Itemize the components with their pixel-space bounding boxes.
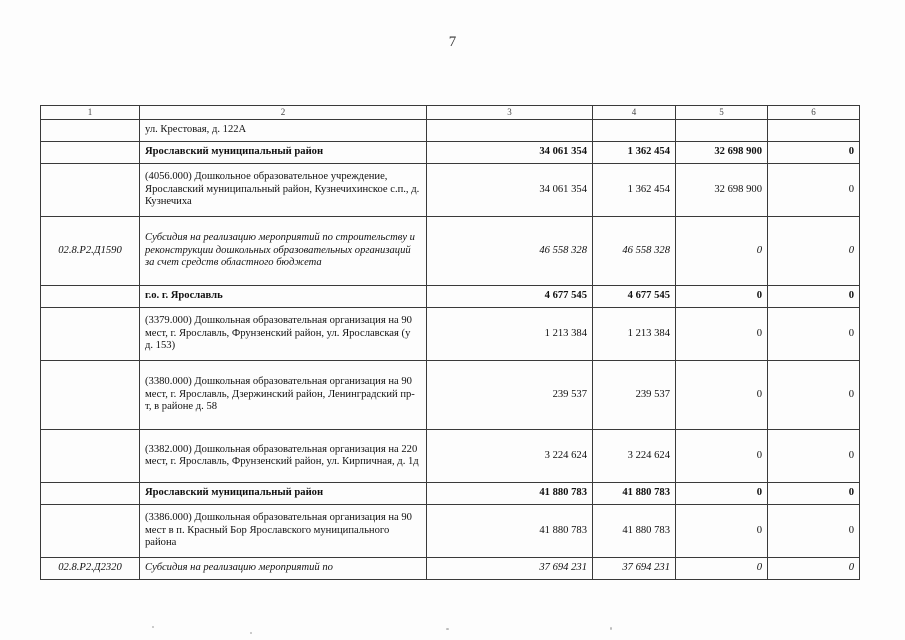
- row-col4: 41 880 783: [593, 483, 676, 505]
- scan-speck: [446, 628, 449, 630]
- column-number-5: 5: [676, 106, 768, 120]
- row-col3: 37 694 231: [427, 558, 593, 580]
- row-code: [41, 164, 140, 217]
- column-number-1: 1: [41, 106, 140, 120]
- row-col6: 0: [768, 483, 860, 505]
- table-header-row: [41, 106, 860, 120]
- row-col6: 0: [768, 142, 860, 164]
- row-col5: 0: [676, 505, 768, 558]
- row-col5: 0: [676, 558, 768, 580]
- row-code: [41, 308, 140, 361]
- row-col3: 41 880 783: [427, 505, 593, 558]
- row-col4: [593, 120, 676, 142]
- row-code: [41, 505, 140, 558]
- row-col4: 239 537: [593, 361, 676, 430]
- row-col5: 0: [676, 308, 768, 361]
- table-row: [41, 505, 860, 558]
- table-row: [41, 361, 860, 430]
- column-number-2: 2: [140, 106, 427, 120]
- scan-speck: [610, 627, 612, 630]
- table-row: [41, 430, 860, 483]
- row-col4: 1 362 454: [593, 142, 676, 164]
- column-number-6: 6: [768, 106, 860, 120]
- row-name: ул. Крестовая, д. 122А: [140, 120, 427, 142]
- row-code: 02.8.Р2.Д1590: [41, 217, 140, 286]
- row-col6: 0: [768, 217, 860, 286]
- row-name: г.о. г. Ярославль: [140, 286, 427, 308]
- row-col5: 32 698 900: [676, 142, 768, 164]
- row-name: (3380.000) Дошкольная образовательная организация на 90 мест, г. Ярославль, Дзержинский район, Ленинградский пр-т, в районе д. 58: [140, 361, 427, 430]
- row-col4: 41 880 783: [593, 505, 676, 558]
- row-name: (3382.000) Дошкольная образовательная организация на 220 мест, г. Ярославль, Фрунзенский район, ул. Кирпичная, д. 1д: [140, 430, 427, 483]
- page-number: 7: [448, 34, 457, 50]
- row-col6: 0: [768, 286, 860, 308]
- row-col5: 0: [676, 483, 768, 505]
- row-col3: 4 677 545: [427, 286, 593, 308]
- row-col5: 0: [676, 217, 768, 286]
- scan-speck: [152, 626, 154, 628]
- row-col6: 0: [768, 164, 860, 217]
- table-row: [41, 164, 860, 217]
- row-col6: 0: [768, 308, 860, 361]
- row-col5: 0: [676, 361, 768, 430]
- budget-table: [40, 105, 860, 580]
- column-number-4: 4: [593, 106, 676, 120]
- row-col6: 0: [768, 430, 860, 483]
- scan-speck: [250, 632, 252, 634]
- row-col6: 0: [768, 505, 860, 558]
- table-row: [41, 308, 860, 361]
- table-row-subsidy: [41, 558, 860, 580]
- table-row-subtotal: [41, 286, 860, 308]
- row-col6: 0: [768, 361, 860, 430]
- row-code: 02.8.Р2.Д2320: [41, 558, 140, 580]
- row-col4: 46 558 328: [593, 217, 676, 286]
- row-code: [41, 483, 140, 505]
- row-col5: 32 698 900: [676, 164, 768, 217]
- row-name: (3379.000) Дошкольная образовательная организация на 90 мест, г. Ярославль, Фрунзенский район, ул. Ярославская (у д. 153): [140, 308, 427, 361]
- row-code: [41, 361, 140, 430]
- row-name: Ярославский муниципальный район: [140, 483, 427, 505]
- row-name: Субсидия на реализацию мероприятий по строительству и реконструкции дошкольных образовательных организаций за счет средств областного бюджета: [140, 217, 427, 286]
- row-col5: 0: [676, 286, 768, 308]
- row-col3: 3 224 624: [427, 430, 593, 483]
- row-col4: 1 213 384: [593, 308, 676, 361]
- row-name: Ярославский муниципальный район: [140, 142, 427, 164]
- row-name: (4056.000) Дошкольное образовательное учреждение, Ярославский муниципальный район, Кузнечихинское с.п., д. Кузнечиха: [140, 164, 427, 217]
- row-name: (3386.000) Дошкольная образовательная организация на 90 мест в п. Красный Бор Ярославского муниципального района: [140, 505, 427, 558]
- row-code: [41, 286, 140, 308]
- table-row-subsidy: [41, 217, 860, 286]
- column-number-3: 3: [427, 106, 593, 120]
- row-col3: 239 537: [427, 361, 593, 430]
- row-col4: 1 362 454: [593, 164, 676, 217]
- row-code: [41, 120, 140, 142]
- table-row: [41, 120, 860, 142]
- row-col3: 46 558 328: [427, 217, 593, 286]
- row-code: [41, 142, 140, 164]
- row-code: [41, 430, 140, 483]
- row-col3: 41 880 783: [427, 483, 593, 505]
- row-col3: 34 061 354: [427, 142, 593, 164]
- row-col3: 1 213 384: [427, 308, 593, 361]
- row-col4: 4 677 545: [593, 286, 676, 308]
- row-col5: [676, 120, 768, 142]
- row-col5: 0: [676, 430, 768, 483]
- row-col4: 37 694 231: [593, 558, 676, 580]
- table-row-subtotal: [41, 483, 860, 505]
- row-col4: 3 224 624: [593, 430, 676, 483]
- table-row-subtotal: [41, 142, 860, 164]
- row-col6: [768, 120, 860, 142]
- row-name: Субсидия на реализацию мероприятий по: [140, 558, 427, 580]
- row-col6: 0: [768, 558, 860, 580]
- row-col3: [427, 120, 593, 142]
- row-col3: 34 061 354: [427, 164, 593, 217]
